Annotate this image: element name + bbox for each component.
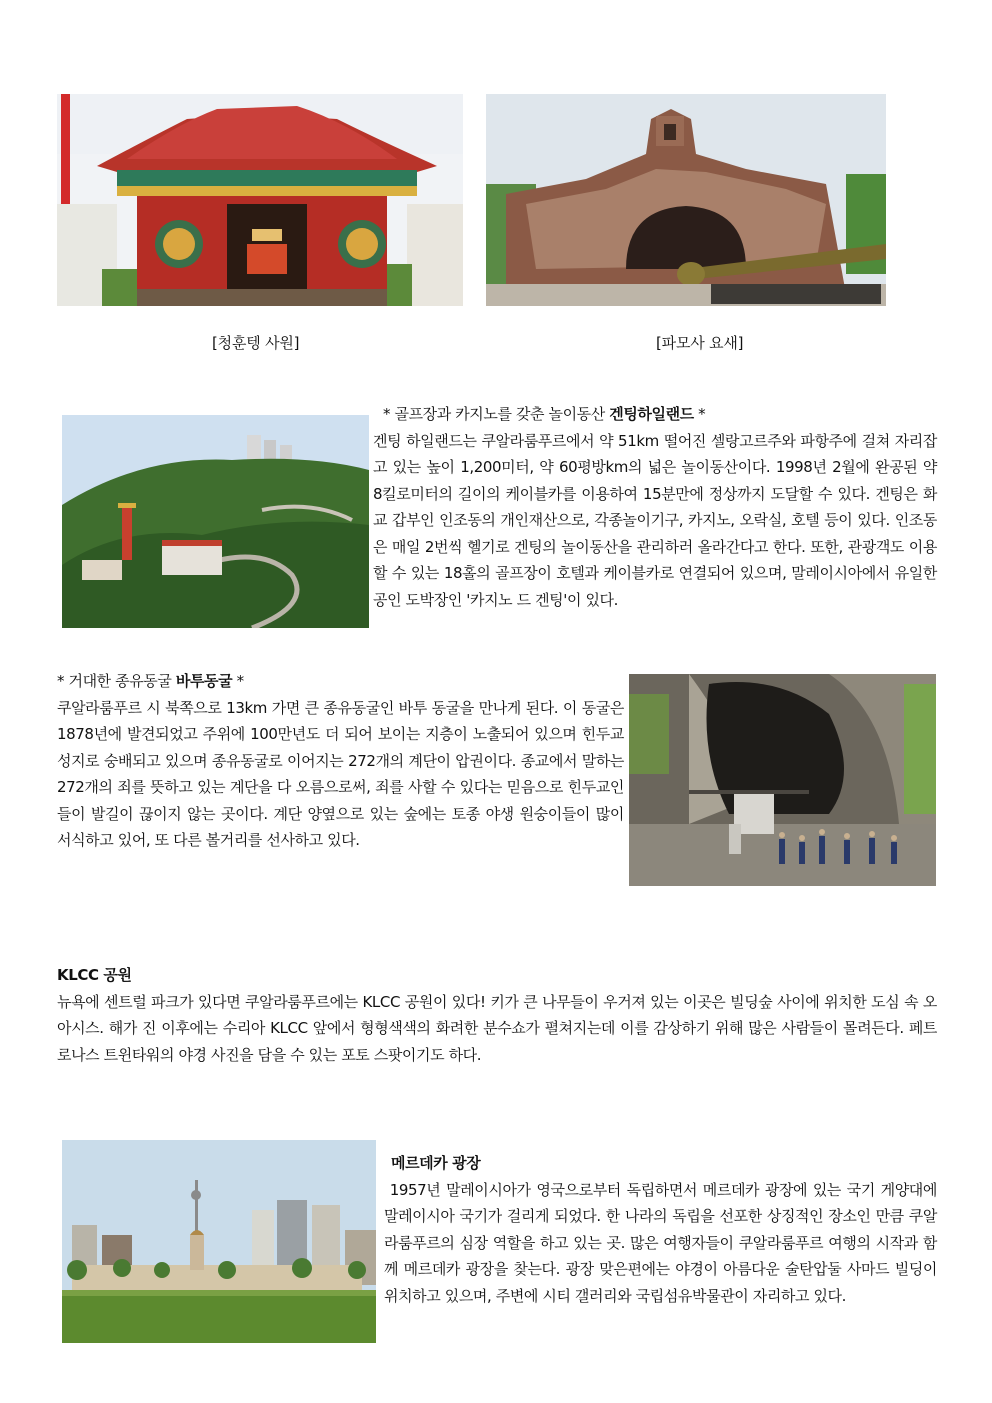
bullet: * bbox=[698, 405, 706, 423]
genting-section bbox=[373, 401, 937, 613]
genting-highlands-photo bbox=[62, 415, 369, 628]
genting-body: 겐팅 하일랜드는 쿠알라룸푸르에서 약 51km 떨어진 셀랑고르주와 파항주에 걸쳐 자리잡고 있는 높이 1,200미터, 약 60평방km의 넓은 놀이동산이다. 1998년 2월에 완공된 약 8킬로미터의 길이의 케이블카를 이용하여 15분만에 정상까지 도달할 수 있다. 겐팅은 화교 갑부인 인조동의 개인재산으로, 각종놀이기구, 카지노, 오락실, 호텔 등이 있다. 인조동은 매일 2번씩 헬기로 겐팅의 놀이동산을 관리하러 올라간다고 한다. 또한, 관광객도 이용할 수 있는 18홀의 골프장이 호텔과 케이블카로 연결되어 있으며, 말레이시아에서 유일한 공인 도박장인 '카지노 드 겐팅'이 있다. bbox=[373, 431, 937, 609]
genting-heading-name: 겐팅하일랜드 bbox=[609, 405, 694, 423]
genting-heading bbox=[373, 401, 937, 428]
merdeka-section bbox=[384, 1150, 942, 1309]
klcc-title: KLCC 공원 bbox=[57, 966, 132, 984]
famosa-fortress-photo bbox=[486, 94, 886, 306]
bullet: * bbox=[236, 672, 244, 690]
klcc-body: 뉴욕에 센트럴 파크가 있다면 쿠알라룸푸르에는 KLCC 공원이 있다! 키가 큰 나무들이 우거져 있는 이곳은 빌딩숲 사이에 위치한 도심 속 오아시스. 해가 진 이후에는 수리아 KLCC 앞에서 형형색색의 화려한 분수쇼가 펼쳐지는데 이를 감상하기 위해 많은 사람들이 몰려든다. 페트로나스 트윈타워의 야경 사진을 담을 수 있는 포토 스팟이기도 하다. bbox=[57, 992, 937, 1064]
batu-body: 쿠알라룸푸르 시 북쪽으로 13km 가면 큰 종유동굴인 바투 동굴을 만나게 된다. 이 동굴은 1878년에 발견되었고 주위에 100만년도 더 되어 보이는 지층이 노출되어 있으며 힌두교 성지로 숭배되고 있으며 종유동굴로 이어지는 272개의 계단이 압권이다. 종교에서 말하는 272개의 죄를 뜻하고 있는 계단을 다 오름으로써, 죄를 사할 수 있다는 믿음으로 힌두교인들이 발길이 끊이지 않는 곳이다. 계단 양옆으로 있는 숲에는 토종 야생 원숭이들이 많이 서식하고 있어, 또 다른 볼거리를 선사하고 있다. bbox=[57, 698, 624, 849]
batu-section bbox=[57, 668, 624, 854]
merdeka-square-photo bbox=[62, 1140, 376, 1343]
bullet: * bbox=[57, 672, 65, 690]
batu-caves-photo bbox=[629, 674, 936, 886]
cheng-hoon-teng-caption: [청훈텡 사원] bbox=[212, 334, 300, 352]
batu-heading-prefix: 거대한 종유동굴 bbox=[68, 672, 172, 690]
genting-heading-prefix: 골프장과 카지노를 갖춘 놀이동산 bbox=[394, 405, 605, 423]
bullet: * bbox=[383, 405, 391, 423]
famosa-caption: [파모사 요새] bbox=[656, 334, 744, 352]
klcc-section bbox=[57, 962, 937, 1068]
cheng-hoon-teng-photo bbox=[57, 94, 463, 306]
batu-heading-name: 바투동굴 bbox=[175, 672, 233, 690]
batu-heading bbox=[57, 668, 624, 695]
merdeka-body: 1957년 말레이시아가 영국으로부터 독립하면서 메르데카 광장에 있는 국기 게양대에 말레이시아 국기가 걸리게 되었다. 한 나라의 독립을 선포한 상징적인 장소인 만큼 쿠알라룸푸르의 심장 역할을 하고 있는 곳. 많은 여행자들이 쿠알라룸푸르 여행의 시작과 함께 메르데카 광장을 찾는다. 광장 맞은편에는 야경이 아름다운 술탄압둘 사마드 빌딩이 위치하고 있으며, 주변에 시티 갤러리와 국립섬유박물관이 자리하고 있다. bbox=[384, 1180, 942, 1305]
merdeka-title: 메르데카 광장 bbox=[391, 1154, 481, 1172]
